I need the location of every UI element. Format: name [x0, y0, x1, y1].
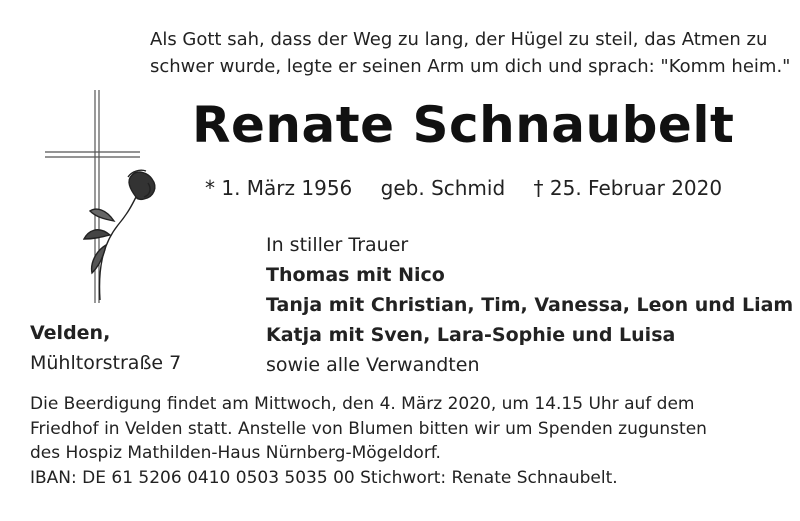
life-dates	[205, 176, 744, 200]
deceased-name: Renate Schnaubelt	[192, 96, 735, 154]
details-line: Friedhof in Velden statt. Anstelle von Blumen bitten wir um Spenden zugunsten	[30, 418, 707, 439]
town: Velden,	[30, 322, 111, 344]
mourner-line: Katja mit Sven, Lara-Sophie und Luisa	[266, 324, 676, 346]
address	[30, 318, 181, 378]
details-line: Die Beerdigung findet am Mittwoch, den 4. März 2020, um 14.15 Uhr auf dem	[30, 394, 695, 414]
street: Mühltorstraße 7	[30, 352, 182, 374]
maiden-name: geb. Schmid	[380, 176, 506, 200]
details-line: des Hospiz Mathilden-Haus Nürnberg-Mögeldorf.	[30, 443, 441, 463]
cross-with-rose-icon	[40, 85, 170, 310]
quote-line: Als Gott sah, dass der Weg zu lang, der Hügel zu steil, das Atmen zu	[150, 29, 768, 50]
death-date: † 25. Februar 2020	[533, 176, 723, 200]
quote-text	[150, 26, 790, 80]
mourner-line: Tanja mit Christian, Tim, Vanessa, Leon und Liam	[266, 294, 794, 316]
funeral-details	[30, 392, 707, 490]
quote-line: schwer wurde, legte er seinen Arm um dich und sprach: "Komm heim."	[150, 56, 791, 77]
mourners-outro: sowie alle Verwandten	[266, 354, 480, 376]
details-line: IBAN: DE 61 5206 0410 0503 5035 00 Stichwort: Renate Schnaubelt.	[30, 467, 618, 488]
birth-date: * 1. März 1956	[205, 176, 353, 200]
mourner-line: Thomas mit Nico	[266, 264, 445, 286]
mourners-intro: In stiller Trauer	[266, 234, 409, 256]
mourners-list	[266, 230, 793, 380]
